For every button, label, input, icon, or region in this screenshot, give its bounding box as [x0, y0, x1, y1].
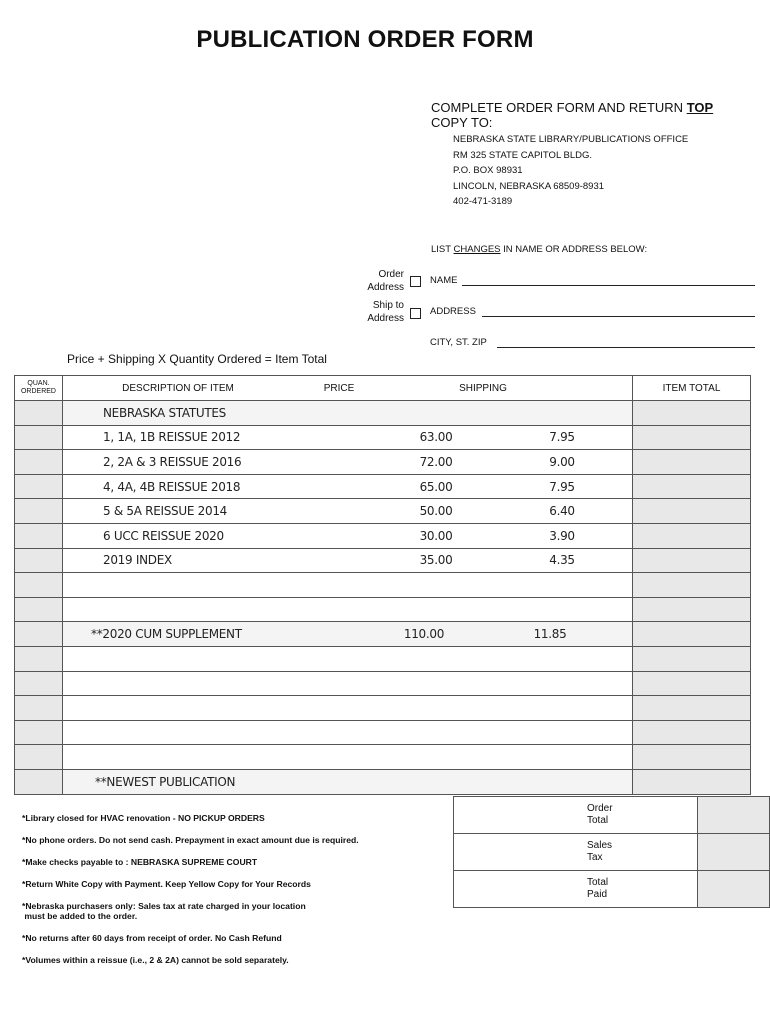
quantity-cell[interactable] — [15, 622, 63, 647]
address-line: LINCOLN, NEBRASKA 68509-8931 — [453, 180, 605, 192]
quantity-cell[interactable] — [15, 523, 63, 548]
header-q1: QUAN. — [27, 380, 50, 387]
quantity-cell[interactable] — [15, 597, 63, 622]
item-cell — [63, 745, 633, 770]
item-price: 110.00 — [403, 627, 445, 642]
changes-a: LIST — [431, 244, 454, 255]
totals-row — [454, 797, 770, 834]
item-shipping: 4.35 — [549, 553, 575, 568]
item-cell — [63, 646, 633, 671]
item-price: 30.00 — [419, 528, 453, 543]
quantity-cell[interactable] — [15, 450, 63, 475]
ship-address-checkbox[interactable] — [410, 308, 421, 319]
table-row — [15, 523, 751, 548]
return-instructions — [431, 100, 731, 130]
item-cell — [63, 450, 633, 475]
changes-b: CHANGES — [453, 244, 501, 255]
item-description: 2, 2A & 3 REISSUE 2016 — [103, 454, 242, 469]
table-row — [15, 474, 751, 499]
quantity-cell[interactable] — [15, 769, 63, 794]
table-row — [15, 671, 751, 696]
item-description: NEBRASKA STATUTES — [103, 405, 226, 420]
item-total-cell[interactable] — [633, 720, 751, 745]
item-price — [365, 775, 491, 789]
name-label: NAME — [430, 275, 458, 286]
item-cell — [63, 499, 633, 524]
item-cell — [63, 671, 633, 696]
total-paid-l2: Paid — [587, 889, 608, 900]
item-description: 1, 1A, 1B REISSUE 2012 — [103, 430, 241, 445]
table-body — [15, 401, 751, 795]
item-shipping — [499, 406, 625, 420]
header-item-total: ITEM TOTAL — [633, 376, 751, 401]
table-row — [15, 769, 751, 794]
item-total-cell[interactable] — [633, 523, 751, 548]
item-cell — [63, 573, 633, 598]
city-field[interactable] — [497, 347, 755, 348]
sales-tax-l1: Sales — [587, 839, 613, 851]
item-cell — [63, 523, 633, 548]
name-field[interactable] — [462, 285, 755, 286]
table-row — [15, 573, 751, 598]
totals-row — [454, 834, 770, 871]
header-quantity — [15, 376, 63, 401]
item-total-cell[interactable] — [633, 573, 751, 598]
note: *Return White Copy with Payment. Keep Yellow Copy for Your Records — [22, 879, 311, 889]
header-q2: ORDERED — [20, 388, 56, 395]
item-description: **NEWEST PUBLICATION — [95, 774, 236, 789]
table-row — [15, 622, 751, 647]
item-price: 63.00 — [419, 430, 453, 445]
item-price: 50.00 — [419, 504, 453, 519]
item-total-cell[interactable] — [633, 769, 751, 794]
item-cell — [63, 696, 633, 721]
item-description: 5 & 5A REISSUE 2014 — [103, 504, 227, 519]
table-row — [15, 450, 751, 475]
item-total-cell[interactable] — [633, 499, 751, 524]
table-row — [15, 745, 751, 770]
item-total-cell[interactable] — [633, 745, 751, 770]
item-total-cell[interactable] — [633, 548, 751, 573]
header-description: DESCRIPTION OF ITEM — [122, 382, 234, 394]
quantity-cell[interactable] — [15, 425, 63, 450]
item-description: 2019 INDEX — [103, 553, 172, 568]
item-cell — [63, 769, 633, 794]
note: *No returns after 60 days from receipt of order. No Cash Refund — [22, 933, 282, 943]
item-price: 65.00 — [419, 479, 453, 494]
item-shipping: 7.95 — [549, 479, 575, 494]
table-row — [15, 720, 751, 745]
quantity-cell[interactable] — [15, 499, 63, 524]
formula-text: Price + Shipping X Quantity Ordered = Item Total — [67, 352, 327, 366]
item-cell — [63, 597, 633, 622]
order-address-l2: Address — [367, 281, 404, 293]
header-desc-cell — [63, 376, 633, 401]
order-table — [14, 375, 751, 795]
item-total-cell[interactable] — [633, 474, 751, 499]
item-cell — [63, 720, 633, 745]
sales-tax-field[interactable] — [697, 834, 769, 871]
sales-tax-l2: Tax — [587, 852, 603, 863]
address-label: ADDRESS — [430, 306, 476, 317]
quantity-cell[interactable] — [15, 671, 63, 696]
item-shipping: 11.85 — [533, 627, 567, 642]
item-cell — [63, 425, 633, 450]
address-line: P.O. BOX 98931 — [453, 165, 523, 176]
item-description: 6 UCC REISSUE 2020 — [103, 528, 224, 543]
item-description: **2020 CUM SUPPLEMENT — [91, 627, 242, 642]
item-total-cell[interactable] — [633, 622, 751, 647]
changes-c: IN NAME OR ADDRESS BELOW: — [500, 244, 648, 255]
sales-tax-label — [454, 834, 698, 871]
quantity-cell[interactable] — [15, 548, 63, 573]
item-shipping: 9.00 — [549, 454, 575, 469]
return-line1: COMPLETE ORDER FORM AND RETURN — [431, 100, 687, 115]
item-description: 4, 4A, 4B REISSUE 2018 — [103, 479, 241, 494]
return-line2: COPY TO: — [431, 115, 493, 130]
note: *No phone orders. Do not send cash. Prepayment in exact amount due is required. — [22, 835, 359, 845]
total-paid-field[interactable] — [697, 871, 769, 908]
totals-row — [454, 871, 770, 908]
item-total-cell[interactable] — [633, 401, 751, 426]
note: *Library closed for HVAC renovation - NO PICKUP ORDERS — [22, 813, 265, 823]
quantity-cell[interactable] — [15, 720, 63, 745]
order-total-l2: Total — [587, 815, 609, 826]
quantity-cell[interactable] — [15, 401, 63, 426]
table-row — [15, 548, 751, 573]
table-row — [15, 646, 751, 671]
note: must be added to the order. — [22, 911, 138, 921]
order-total-label — [454, 797, 698, 834]
address-line: NEBRASKA STATE LIBRARY/PUBLICATIONS OFFICE — [453, 134, 689, 145]
order-total-field[interactable] — [697, 797, 769, 834]
item-total-cell[interactable] — [633, 671, 751, 696]
item-total-cell[interactable] — [633, 597, 751, 622]
totals-box — [453, 796, 770, 908]
item-shipping: 7.95 — [549, 430, 575, 445]
table-row — [15, 401, 751, 426]
city-label: CITY, ST. ZIP — [430, 337, 487, 348]
order-address-l1: Order — [378, 269, 404, 280]
note: *Nebraska purchasers only: Sales tax at rate charged in your location — [22, 901, 306, 911]
ship-address-l2: Address — [367, 312, 404, 324]
mailing-address — [453, 132, 688, 210]
form-title: PUBLICATION ORDER FORM — [196, 26, 534, 53]
quantity-cell[interactable] — [15, 696, 63, 721]
total-paid-label — [454, 871, 698, 908]
table-header — [15, 376, 751, 401]
header-price: PRICE — [323, 382, 355, 394]
quantity-cell[interactable] — [15, 646, 63, 671]
item-cell — [63, 401, 633, 426]
item-cell — [63, 548, 633, 573]
table-row — [15, 425, 751, 450]
table-row — [15, 597, 751, 622]
ship-address-label — [344, 300, 404, 325]
note: *Volumes within a reissue (i.e., 2 & 2A) cannot be sold separately. — [22, 955, 289, 965]
item-price: 35.00 — [419, 553, 453, 568]
order-total-l1: Order — [587, 802, 613, 814]
total-paid-l1: Total — [587, 876, 609, 888]
order-address-label — [344, 269, 404, 294]
return-top: TOP — [686, 100, 714, 115]
table-row — [15, 696, 751, 721]
item-total-cell[interactable] — [633, 696, 751, 721]
item-shipping: 3.90 — [549, 528, 575, 543]
address-line: RM 325 STATE CAPITOL BLDG. — [453, 149, 593, 161]
note: *Make checks payable to : NEBRASKA SUPREME COURT — [22, 857, 258, 867]
address-line: 402-471-3189 — [453, 196, 513, 207]
changes-instruction — [431, 244, 647, 255]
order-address-checkbox[interactable] — [410, 276, 421, 287]
item-total-cell[interactable] — [633, 425, 751, 450]
item-total-cell[interactable] — [633, 646, 751, 671]
quantity-cell[interactable] — [15, 573, 63, 598]
address-field[interactable] — [482, 316, 755, 317]
header-shipping: SHIPPING — [459, 382, 507, 394]
item-total-cell[interactable] — [633, 450, 751, 475]
quantity-cell[interactable] — [15, 474, 63, 499]
table-row — [15, 499, 751, 524]
item-shipping: 6.40 — [549, 504, 575, 519]
item-price: 72.00 — [419, 454, 453, 469]
item-cell — [63, 622, 633, 647]
item-shipping — [491, 775, 617, 789]
quantity-cell[interactable] — [15, 745, 63, 770]
item-price — [373, 406, 499, 420]
ship-address-l1: Ship to — [372, 300, 404, 311]
item-cell — [63, 474, 633, 499]
